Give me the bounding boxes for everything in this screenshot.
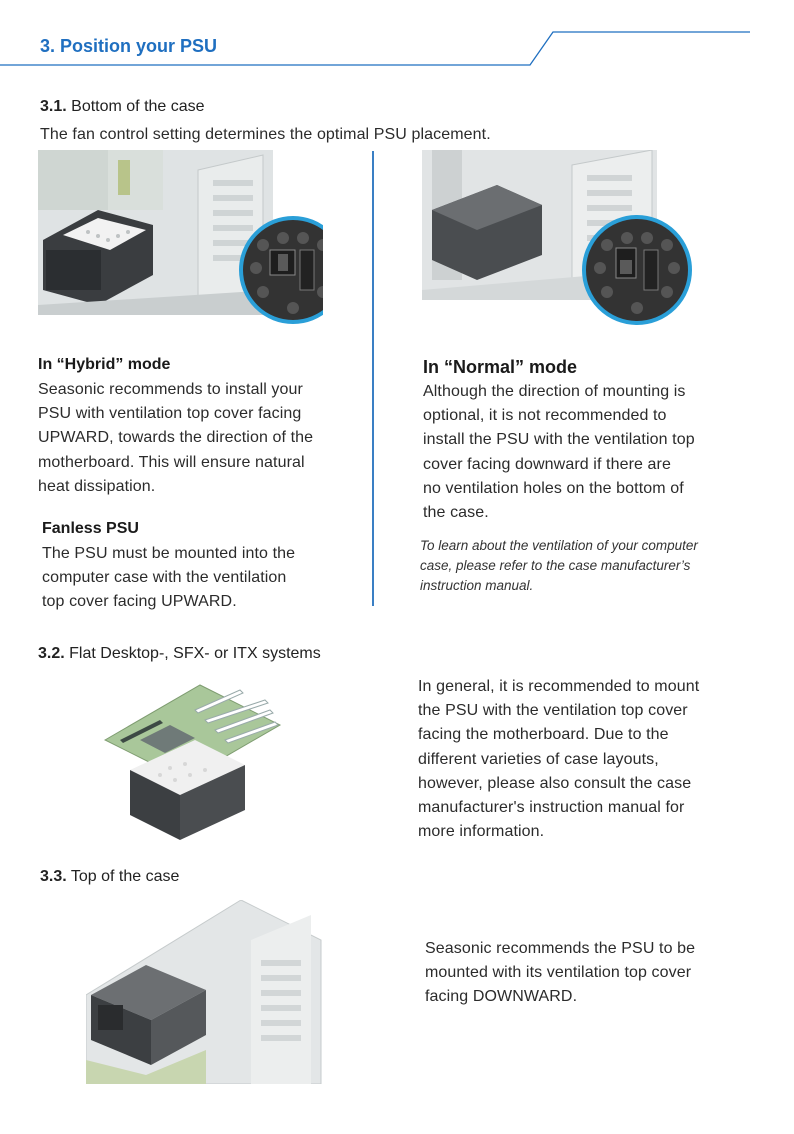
section-title: Top of the case [70,868,180,885]
section-3-1-heading [40,98,205,116]
page-title: 3. Position your PSU [40,36,218,56]
section-number: 3.1. [40,98,67,115]
section-3-3-text: Seasonic recommends the PSU to be mounted with its ventilation top cover facing DOWNWARD. [425,940,696,1006]
section-3-2-text: In general, it is recommended to mount the PSU with the ventilation top cover facing the motherboard. Due to the different varieties of case layouts, however, please also consult the case manufacturer's instruction manual for more information. [418,678,700,841]
psu-bottom-hybrid-illustration [38,150,323,330]
ventilation-note: To learn about the ventilation of your computer case, please refer to the case manufacturer’s instruction manual. [420,538,698,593]
hybrid-mode-heading: In “Hybrid” mode [38,356,171,373]
flat-desktop-illustration [100,680,285,850]
section-number: 3.3. [40,868,67,885]
header-rule [0,0,794,70]
section-3-2-heading [38,645,321,663]
normal-mode-text: Although the direction of mounting is optional, it is not recommended to install the PSU with the ventilation top cover facing downward if there are no ventilation holes on the bottom of the case. [423,383,695,522]
section-title: Flat Desktop-, SFX- or ITX systems [69,645,321,662]
hybrid-mode-text: Seasonic recommends to install your PSU with ventilation top cover facing UPWARD, towards the direction of the motherboard. This will ensure natural heat dissipation. [38,381,314,495]
normal-mode-heading: In “Normal” mode [423,357,578,377]
section-3-1-intro: The fan control setting determines the optimal PSU placement. [40,126,491,143]
psu-bottom-normal-illustration [422,150,692,330]
psu-top-illustration [86,900,322,1084]
column-divider [372,151,374,606]
section-3-3-heading [40,868,179,886]
fanless-heading: Fanless PSU [42,520,139,537]
section-title: Bottom of the case [71,98,205,115]
fanless-text: The PSU must be mounted into the computer case with the ventilation top cover facing UPWARD. [42,545,296,611]
section-number: 3.2. [38,645,65,662]
